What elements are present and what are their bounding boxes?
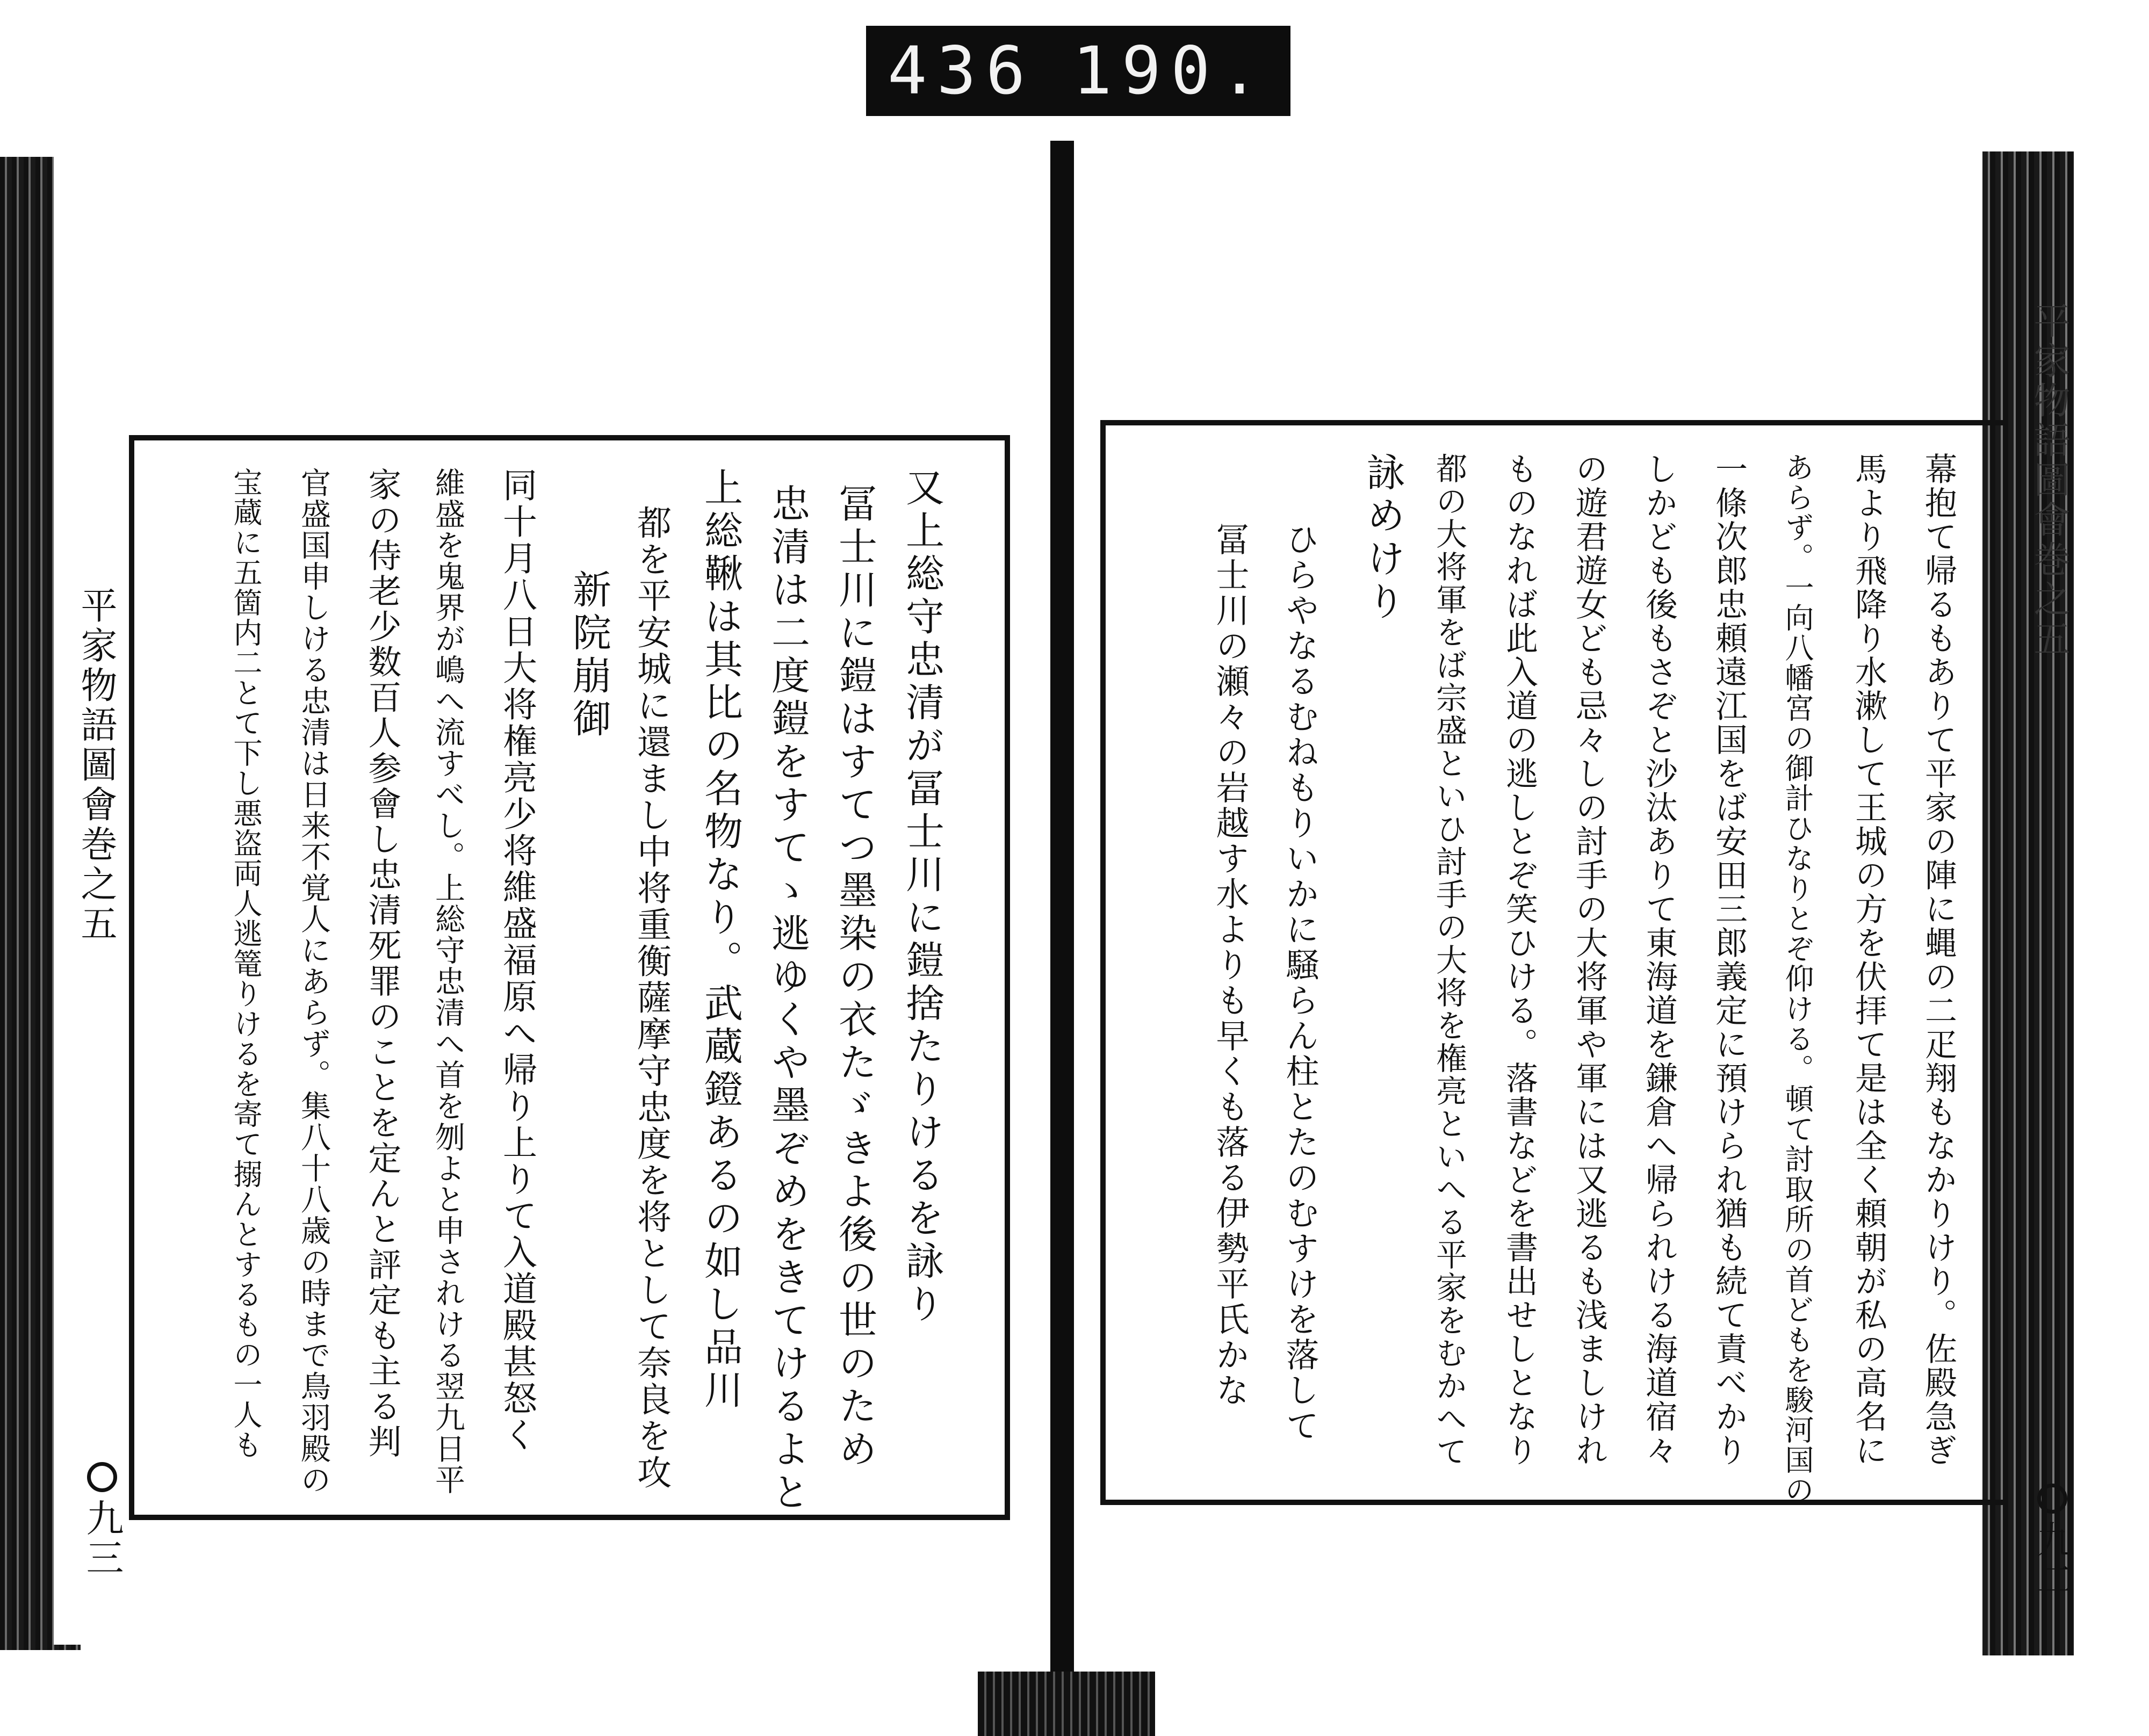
text-column: 官盛国申しける忠清は日来不覚人にあらず。集八十八歳の時まで鳥羽殿の bbox=[296, 467, 331, 1495]
text-column: 幕抱て帰るもありて平家の陣に蝿の二疋翔もなかりけり。佐殿急ぎ bbox=[1920, 452, 1957, 1467]
text-column: の遊君遊女ども忌々しの討手の大将軍や軍には又逃るも浅ましけれ bbox=[1570, 452, 1608, 1467]
call-number-right: 190. bbox=[1072, 33, 1269, 109]
text-column: 一條次郎忠頼遠江国をば安田三郎義定に預けられ猶も続て責べかり bbox=[1710, 452, 1748, 1467]
book-spread bbox=[54, 141, 2074, 1655]
text-column: しかども後もさぞと沙汰ありて東海道を鎌倉へ帰られける海道宿々 bbox=[1640, 452, 1678, 1467]
text-column: 冨士川に鎧はすてつ墨染の衣たゞきよ後の世のため bbox=[832, 483, 877, 1472]
left-folio bbox=[75, 1462, 129, 1578]
folio-circle-mark bbox=[87, 1462, 117, 1492]
folio-circle-mark bbox=[2037, 1484, 2067, 1514]
text-column: 都の大将軍をば宗盛といひ討手の大将を権亮といへる平家をむかへて bbox=[1431, 452, 1467, 1468]
text-column: あらず。一向八幡宮の御計ひなりとぞ仰ける。頓て討取所の首どもを駿河国の bbox=[1780, 452, 1814, 1505]
call-number-plate bbox=[866, 26, 1290, 116]
left-text-frame bbox=[129, 435, 1010, 1520]
text-column: 宝蔵に五箇内二とて下し悪盗両人逃篭りけるを寄て搦んとするもの一人も bbox=[229, 467, 263, 1460]
right-folio bbox=[2025, 1484, 2080, 1600]
binding-gutter bbox=[1050, 141, 1074, 1736]
text-column: 馬より飛降り水漱して王城の方を伏拝て是は全く頼朝が私の高名に bbox=[1850, 452, 1887, 1467]
binding-foot bbox=[978, 1672, 1155, 1736]
right-folio-number: 九二 bbox=[2030, 1520, 2074, 1600]
text-column: 維盛を鬼界が嶋へ流すべし。上総守忠清へ首を刎よと申されける翌九日平 bbox=[430, 467, 465, 1495]
text-column: 上総鞦は其比の名物なり。武蔵鐙あるの如し品川 bbox=[698, 467, 743, 1413]
poem-column: 冨士川の瀬々の岩越す水よりも早くも落る伊勢平氏かな bbox=[1210, 522, 1250, 1408]
right-text-frame bbox=[1100, 420, 2008, 1505]
text-column: 詠めけり bbox=[1360, 452, 1405, 624]
call-number-left: 436 bbox=[888, 33, 1035, 109]
text-column: 忠清は二度鎧をすてゝ逃ゆくや墨ぞめをきてけるよと bbox=[765, 483, 810, 1515]
text-column: ものなれば此入道の逃しとぞ笑ひける。落書などを書出せしとなり bbox=[1501, 452, 1538, 1467]
text-column: 同十月八日大将権亮少将維盛福原へ帰り上りて入道殿甚怒く bbox=[497, 467, 537, 1453]
right-margin-caption: 平家物語圖會巻之五 bbox=[2028, 302, 2070, 660]
poem-column: ひらやなるむねもりいかに騒らん柱とたのむすけを落して bbox=[1280, 522, 1319, 1444]
left-margin-caption: 平家物語圖會巻之五 bbox=[75, 587, 117, 944]
text-column: 又上総守忠清が冨士川に鎧捨たりけるを詠り bbox=[899, 467, 944, 1327]
section-heading: 新院崩御 bbox=[566, 569, 611, 741]
text-column: 家の侍老少数百人参會し忠清死罪のことを定んと評定も主る判 bbox=[363, 467, 402, 1460]
left-folio-number: 九三 bbox=[80, 1499, 124, 1578]
text-column: 都を平安城に還まし中将重衡薩摩守忠度を将として奈良を攻 bbox=[631, 505, 671, 1491]
